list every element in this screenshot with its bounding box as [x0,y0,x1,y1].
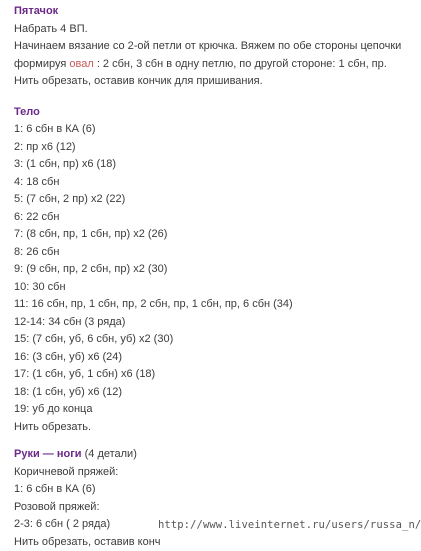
oval-prefix: формируя [14,58,69,70]
watermark-url: http://www.liveinternet.ru/users/russa_n/ [158,519,421,531]
pattern-row: Нить обрезать, оставив конч [14,534,410,551]
pattern-row: 7: (8 сбн, пр, 1 сбн, пр) х2 (26) [14,226,410,244]
section-heading-limbs: Руки — ноги [14,448,82,460]
pattern-row: 9: (9 сбн, пр, 2 сбн, пр) х2 (30) [14,261,410,279]
text-line: Начинаем вязание со 2-ой петли от крючка. Вяжем по обе стороны цепочки [14,38,410,56]
heading-note: (4 детали) [82,448,137,460]
pattern-row: 1: 6 сбн в КА (6) [14,481,410,499]
pattern-row: 8: 26 сбн [14,244,410,262]
pattern-row: Коричневой пряжей: [14,464,410,482]
pattern-row: 5: (7 сбн, 2 пр) х2 (22) [14,191,410,209]
oval-link[interactable]: овал [69,58,93,70]
text-line-oval [14,56,410,74]
oval-suffix: : 2 сбн, 3 сбн в одну петлю, по другой стороне: 1 сбн, пр. [94,58,387,70]
pattern-row: 16: (3 сбн, уб) х6 (24) [14,349,410,367]
section-heading-body: Тело [14,106,40,118]
pattern-row: 6: 22 сбн [14,209,410,227]
pattern-row: Нить обрезать. [14,419,410,437]
pattern-row: 10: 30 сбн [14,279,410,297]
pattern-row: 3: (1 сбн, пр) х6 (18) [14,156,410,174]
pattern-row: 11: 16 сбн, пр, 1 сбн, пр, 2 сбн, пр, 1 сбн, пр, 6 сбн (34) [14,296,410,314]
text-line: Нить обрезать, оставив кончик для пришивания. [14,73,410,91]
pattern-row: 19: уб до конца [14,401,410,419]
pattern-row: 18: (1 сбн, уб) х6 (12) [14,384,410,402]
text-line: Набрать 4 ВП. [14,21,410,39]
pattern-row: 12-14: 34 сбн (3 ряда) [14,314,410,332]
pattern-row: 4: 18 сбн [14,174,410,192]
document-body [14,0,410,551]
section-heading-snout: Пятачок [14,5,58,17]
pattern-row: 15: (7 сбн, уб, 6 сбн, уб) х2 (30) [14,331,410,349]
pattern-row: 2-3: 6 сбн ( 2 ряда) [14,516,410,534]
pattern-row: 2: пр х6 (12) [14,139,410,157]
pattern-row: Розовой пряжей: [14,499,410,517]
pattern-row: 1: 6 сбн в КА (6) [14,121,410,139]
pattern-row: 17: (1 сбн, уб, 1 сбн) х6 (18) [14,366,410,384]
